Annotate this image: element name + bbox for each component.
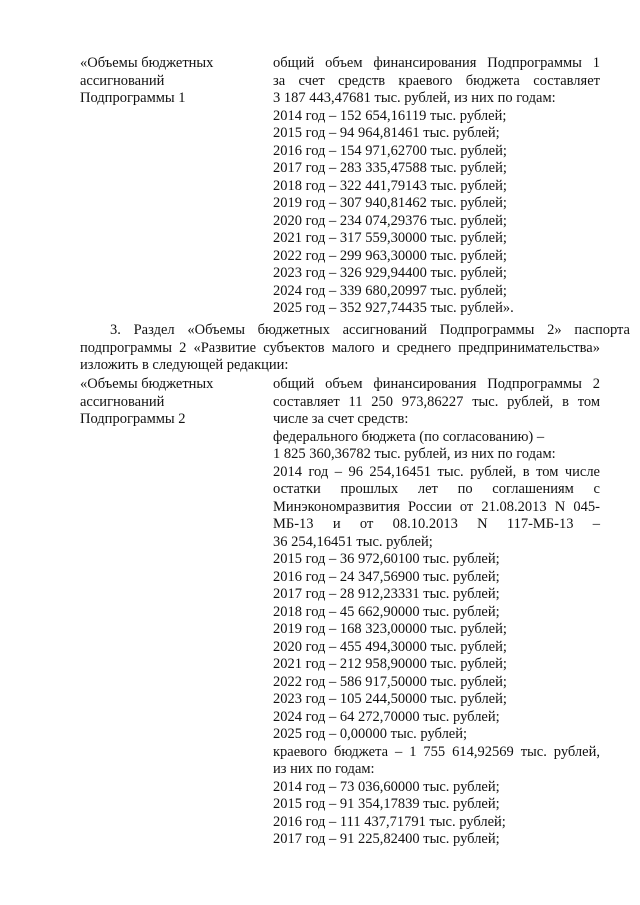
block-1-label-line: Подпрограммы 1	[80, 90, 186, 106]
block-2-label-line: ассигнований	[80, 393, 165, 410]
block-1-text-line: 2022 год – 299 963,30000 тыс. рублей;	[273, 247, 507, 264]
block-2-text-line: 2015 год – 36 972,60100 тыс. рублей;	[273, 551, 500, 567]
block-2-text-line: числе за счет средств:	[273, 411, 409, 427]
block-2-text-line: 2022 год – 586 917,50000 тыс. рублей;	[273, 673, 507, 690]
block-2-text-line: 2017 год – 91 225,82400 тыс. рублей;	[273, 831, 500, 847]
block-2-content	[273, 376, 600, 849]
block-2-text-line: 2017 год – 28 912,23331 тыс. рублей;	[273, 586, 500, 602]
paragraph-text-line: 3. Раздел «Объемы бюджетных ассигнований Подпрограммы 2» паспорта	[110, 322, 630, 338]
block-2-text-line: краевого бюджета – 1 755 614,92569 тыс. рублей,	[273, 743, 600, 760]
block-2-text-line: составляет 11 250 973,86227 тыс. рублей, в том	[273, 393, 600, 410]
block-2-text-line: 2015 год – 91 354,17839 тыс. рублей;	[273, 796, 500, 812]
block-1-text-line: общий объем финансирования Подпрограммы 1	[273, 55, 600, 71]
block-1-text-line: 2015 год – 94 964,81461 тыс. рублей;	[273, 125, 500, 141]
block-1-text-line: 2018 год – 322 441,79143 тыс. рублей;	[273, 177, 507, 194]
block-1-text-line: 3 187 443,47681 тыс. рублей, из них по годам:	[273, 90, 556, 106]
block-2-text-line: 36 254,16451 тыс. рублей;	[273, 533, 433, 550]
block-2-text-line: 2016 год – 24 347,56900 тыс. рублей;	[273, 568, 500, 585]
block-2-text-line: 2024 год – 64 272,70000 тыс. рублей;	[273, 708, 500, 725]
block-2-text-line: 2025 год – 0,00000 тыс. рублей;	[273, 726, 468, 742]
block-2-text-line: 2023 год – 105 244,50000 тыс. рублей;	[273, 691, 507, 707]
block-2-label-line: Подпрограммы 2	[80, 411, 186, 427]
block-1-text-line: 2017 год – 283 335,47588 тыс. рублей;	[273, 160, 507, 176]
block-1-label	[80, 55, 260, 108]
paragraph-text-line: подпрограммы 2 «Развитие субъектов малого и среднего предпринимательства»	[80, 339, 600, 356]
block-2-text-line: 2020 год – 455 494,30000 тыс. рублей;	[273, 638, 507, 655]
block-1-content	[273, 55, 600, 318]
block-2-text-line: федерального бюджета (по согласованию) –	[273, 428, 545, 445]
block-1-text-line: 2020 год – 234 074,29376 тыс. рублей;	[273, 212, 507, 229]
block-2-text-line: 2014 год – 96 254,16451 тыс. рублей, в том числе	[273, 463, 600, 480]
amendment-paragraph	[80, 322, 630, 375]
block-2-text-line: общий объем финансирования Подпрограммы 2	[273, 376, 600, 392]
block-1-label-line: ассигнований	[80, 72, 165, 89]
block-2-text-line: 1 825 360,36782 тыс. рублей, из них по годам:	[273, 446, 556, 462]
block-2-text-line: 2019 год – 168 323,00000 тыс. рублей;	[273, 621, 507, 637]
block-1-text-line: 2019 год – 307 940,81462 тыс. рублей;	[273, 195, 507, 211]
block-1-text-line: 2023 год – 326 929,94400 тыс. рублей;	[273, 265, 507, 281]
block-1-label-line: «Объемы бюджетных	[80, 55, 214, 71]
block-2-text-line: из них по годам:	[273, 761, 375, 777]
block-2-text-line: 2014 год – 73 036,60000 тыс. рублей;	[273, 778, 500, 795]
block-2-label	[80, 376, 260, 429]
block-2-text-line: Минэкономразвития России от 21.08.2013 N 045-	[273, 498, 600, 515]
block-2-label-line: «Объемы бюджетных	[80, 376, 214, 392]
block-1-text-line: 2016 год – 154 971,62700 тыс. рублей;	[273, 142, 507, 159]
block-1-text-line: 2025 год – 352 927,74435 тыс. рублей».	[273, 300, 514, 316]
block-2-text-line: 2021 год – 212 958,90000 тыс. рублей;	[273, 656, 507, 672]
block-1-text-line: 2024 год – 339 680,20997 тыс. рублей;	[273, 282, 507, 299]
block-1-text-line: за счет средств краевого бюджета составляет	[273, 72, 600, 89]
block-2-text-line: 2016 год – 111 437,71791 тыс. рублей;	[273, 813, 506, 830]
block-2-text-line: 2018 год – 45 662,90000 тыс. рублей;	[273, 603, 500, 620]
block-1-text-line: 2014 год – 152 654,16119 тыс. рублей;	[273, 107, 507, 124]
block-2-text-line: остатки прошлых лет по соглашениям с	[273, 481, 600, 497]
block-1-text-line: 2021 год – 317 559,30000 тыс. рублей;	[273, 230, 507, 246]
block-2-text-line: МБ-13 и от 08.10.2013 N 117-МБ-13 –	[273, 516, 600, 532]
paragraph-text-line: изложить в следующей редакции:	[80, 357, 289, 373]
